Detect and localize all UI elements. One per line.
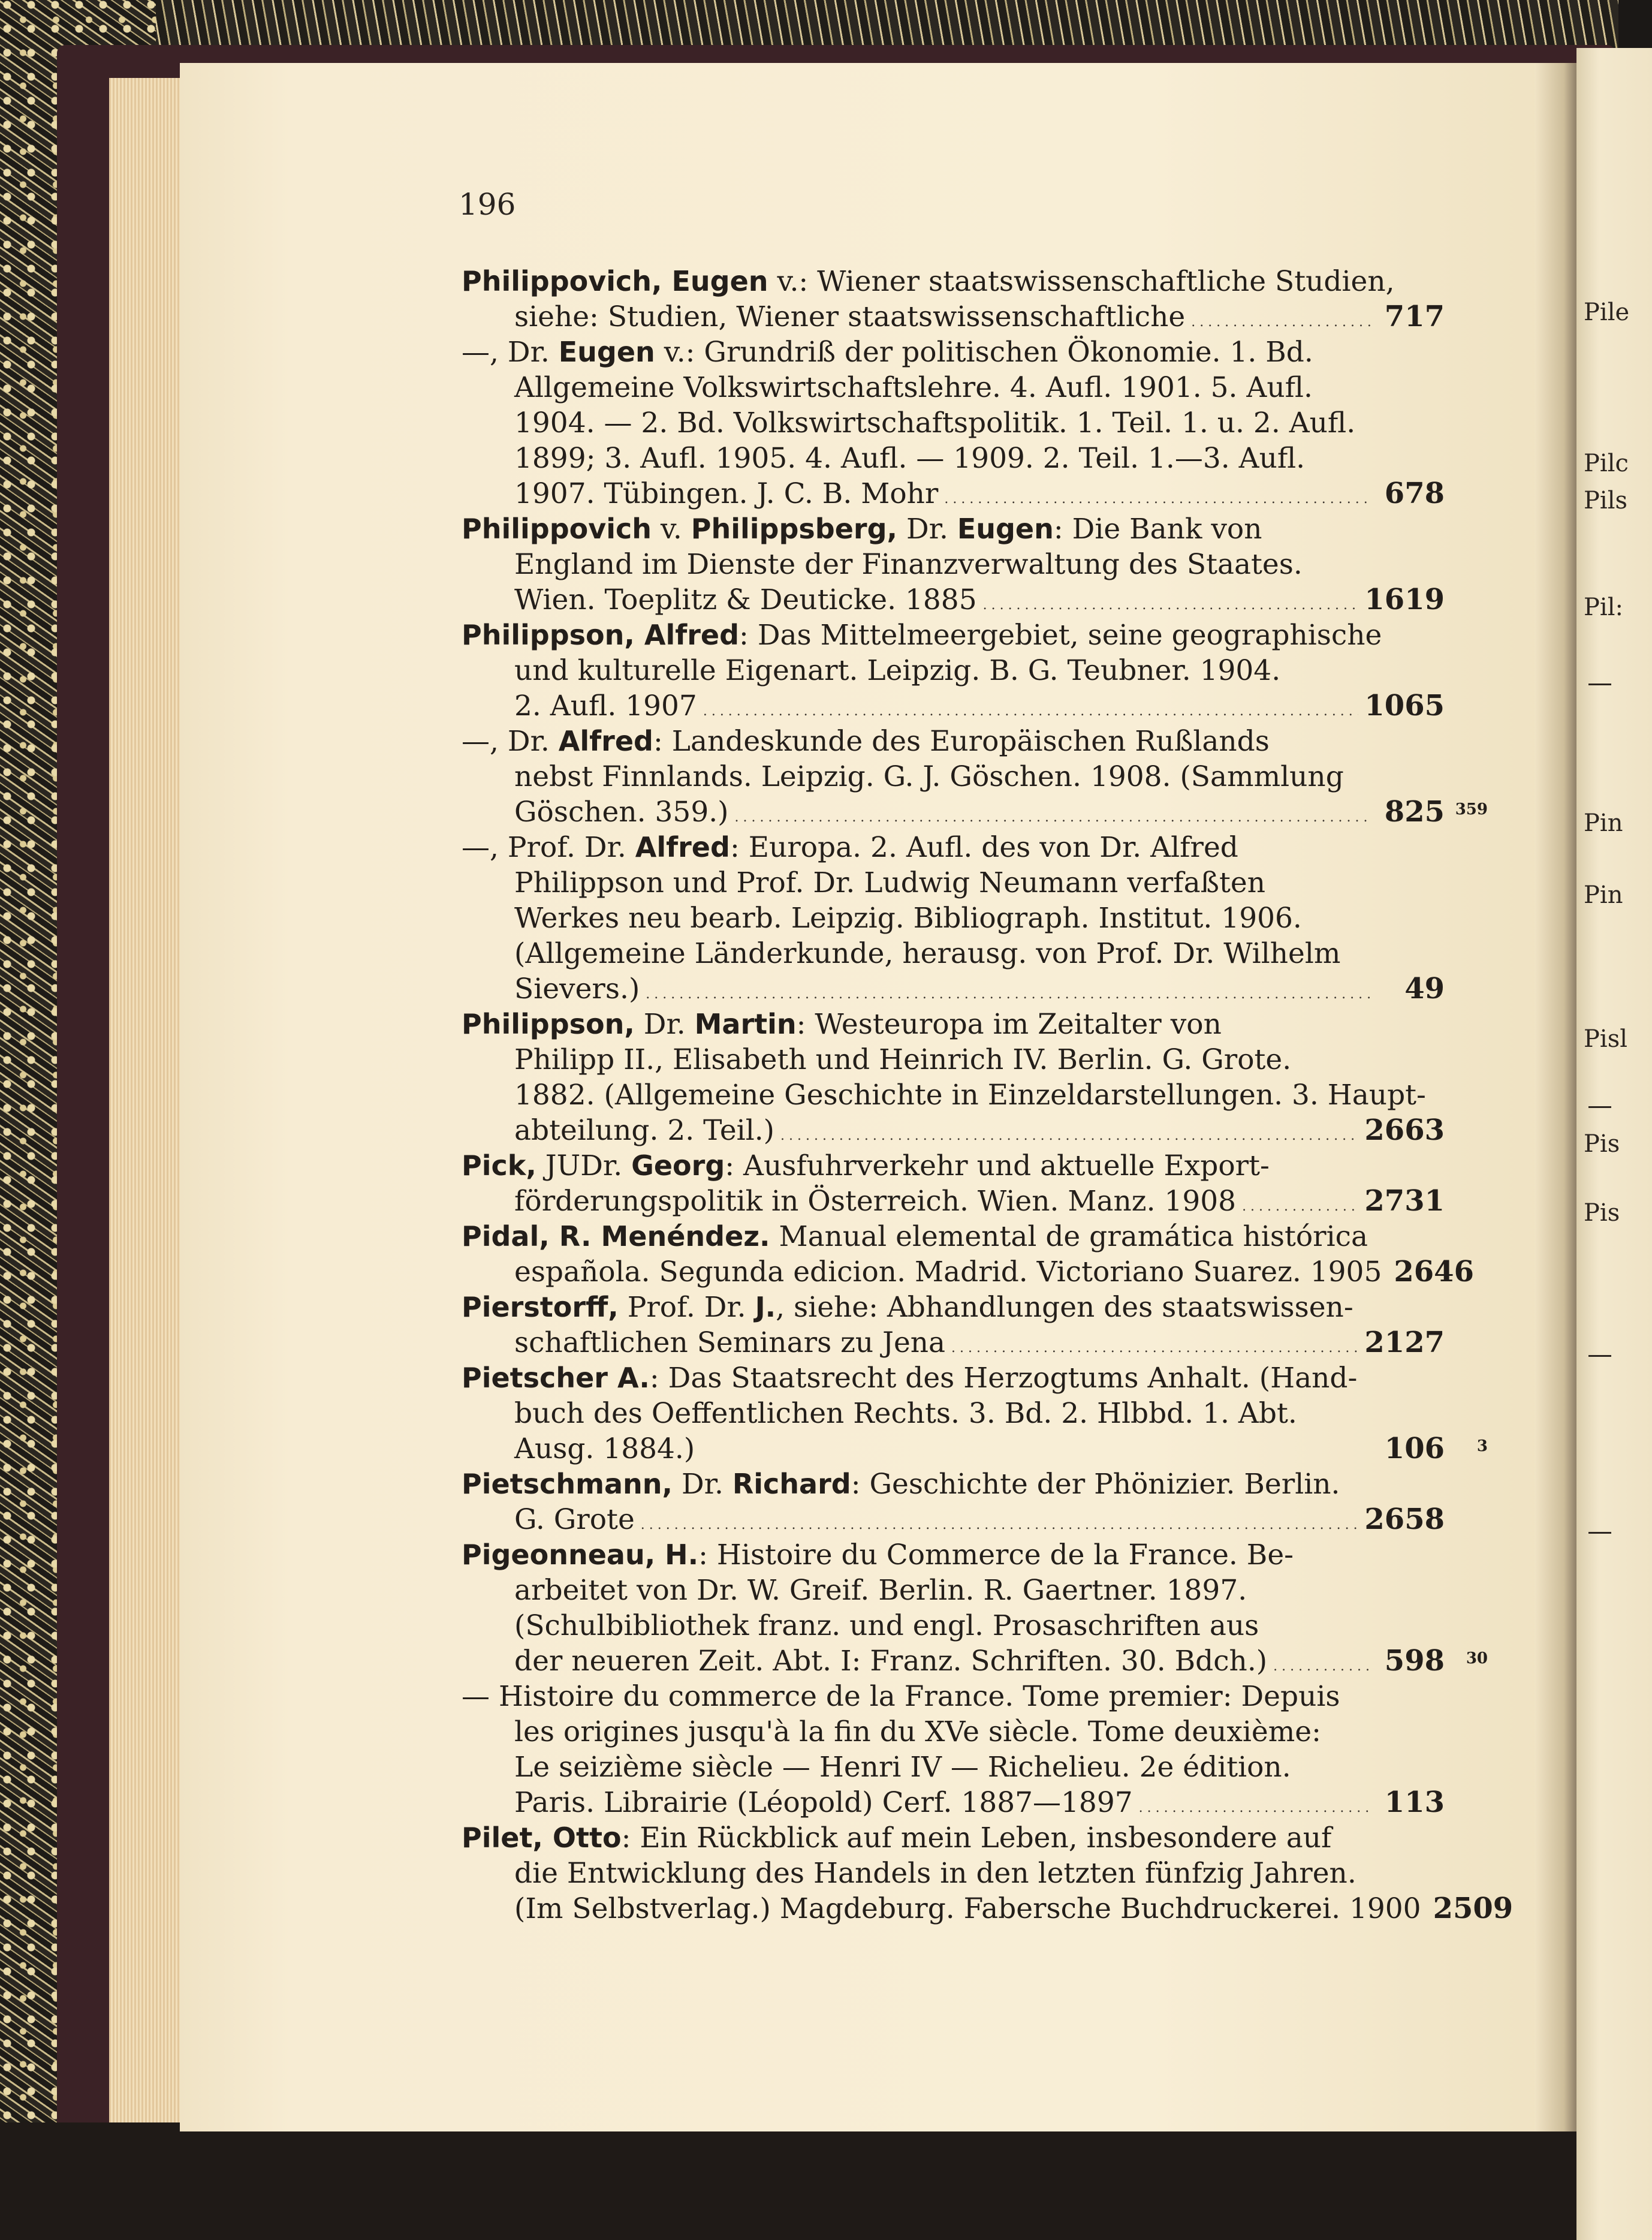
entry-heading-text [462, 1360, 1357, 1396]
bibliography-entry [462, 1148, 1445, 1219]
entry-line [462, 1467, 1445, 1502]
author-name: Philippson, [462, 1008, 635, 1040]
catalog-suffix: 30 [1466, 1649, 1488, 1667]
entry-line [462, 936, 1445, 971]
entry-heading-text [462, 724, 1270, 759]
page-number: 196 [459, 187, 516, 222]
entry-heading-text [462, 1679, 1340, 1714]
facing-page-dash [1588, 1355, 1611, 1357]
bibliography-entry [462, 724, 1488, 830]
author-name: Pietschmann, [462, 1468, 673, 1500]
leader-dots [944, 476, 1371, 517]
leader-dots [703, 688, 1359, 729]
entry-heading-text [462, 1290, 1353, 1325]
catalog-number: 2646 [1394, 1255, 1474, 1288]
catalog-suffix: 3 [1476, 1437, 1488, 1455]
catalog-number: 113 [1384, 1786, 1445, 1819]
bibliography-entry [462, 1537, 1488, 1679]
leader-dots [735, 794, 1371, 835]
entry-text: der neueren Zeit. Abt. I: Franz. Schriften. 30. Bdch.) [514, 1645, 1268, 1678]
entry-line [462, 1007, 1445, 1042]
author-name: Pietscher A. [462, 1362, 650, 1394]
facing-page-edge [1576, 48, 1652, 2240]
entry-text: siehe: Studien, Wiener staatswissenschaftliche [514, 300, 1186, 333]
entry-line [462, 1856, 1445, 1891]
entry-text: Le seizième siècle — Henri IV — Richelieu. 2e édition. [514, 1751, 1291, 1784]
facing-page-word: Pil: [1584, 594, 1623, 621]
author-name: Pigeonneau, H. [462, 1539, 699, 1571]
entry-text: v.: Grundriß der politischen Ökonomie. 1. Bd. [655, 336, 1313, 369]
author-name: Eugen [558, 336, 655, 368]
entry-line [462, 1077, 1445, 1113]
cover-bottom [0, 2122, 1594, 2240]
leader-dots [1139, 1785, 1371, 1826]
entry-text: Göschen. 359.) [514, 796, 729, 829]
entry-heading-text [462, 335, 1313, 370]
entry-text: Sievers.) [514, 973, 640, 1005]
entry-text: Dr. [897, 513, 957, 546]
entry-text: v.: Wiener staatswissenschaftliche Studien, [768, 265, 1395, 298]
entry-text: Prof. Dr. [618, 1291, 755, 1324]
bibliography-entry [462, 335, 1445, 511]
leader-dots [780, 1113, 1358, 1154]
catalog-number: 825 359 [1377, 794, 1445, 830]
entry-text: Wien. Toeplitz & Deuticke. 1885 [514, 583, 977, 616]
entry-line [462, 264, 1445, 299]
entry-text: : Europa. 2. Aufl. des von Dr. Alfred [729, 831, 1238, 864]
author-name: Philippovich, Eugen [462, 265, 768, 297]
bibliography-entry [462, 1820, 1514, 1926]
entry-text: die Entwicklung des Handels in den letzten fünfzig Jahren. [514, 1857, 1356, 1890]
entry-line [462, 1184, 1445, 1219]
entry-text: : Histoire du Commerce de la France. Be- [698, 1539, 1294, 1571]
entry-heading-text [462, 511, 1262, 547]
entry-line [462, 865, 1445, 901]
entry-text: —, Dr. [462, 725, 559, 758]
author-name: Alfred [635, 831, 730, 863]
entry-text: : Geschichte der Phönizier. Berlin. [851, 1468, 1340, 1501]
entry-line [462, 830, 1445, 865]
entry-heading-text [462, 1820, 1331, 1856]
entry-line [462, 476, 1445, 511]
entry-text: Dr. [634, 1008, 695, 1041]
entry-line [462, 759, 1445, 794]
catalog-number: 2731 [1364, 1184, 1445, 1218]
entry-text: española. Segunda edicion. Madrid. Victoriano Suarez. 1905 [514, 1256, 1382, 1288]
entry-text: Philipp II., Elisabeth und Heinrich IV. Berlin. G. Grote. [514, 1043, 1292, 1076]
entry-text: förderungspolitik in Österreich. Wien. Manz. 1908 [514, 1185, 1237, 1218]
facing-page-word: Pils [1584, 487, 1628, 514]
entry-text: : Ein Rückblick auf mein Leben, insbesondere auf [621, 1821, 1332, 1854]
entry-text: : Die Bank von [1053, 513, 1262, 546]
entry-text: Paris. Librairie (Léopold) Cerf. 1887—1897 [514, 1786, 1133, 1819]
bibliography-entry [462, 618, 1445, 724]
entry-line [462, 1679, 1445, 1714]
facing-page-dash [1588, 684, 1611, 685]
catalog-number: 678 [1384, 477, 1445, 510]
entry-line [462, 901, 1445, 936]
entry-text: : Landeskunde des Europäischen Rußlands [653, 725, 1270, 758]
entry-heading-text [462, 1219, 1368, 1254]
entry-text: (Schulbibliothek franz. und engl. Prosaschriften aus [514, 1609, 1259, 1642]
bibliography-entry [462, 511, 1445, 618]
entry-text: (Allgemeine Länderkunde, herausg. von Prof. Dr. Wilhelm [514, 937, 1341, 970]
facing-page-word: Pilc [1584, 450, 1629, 477]
leader-dots [646, 971, 1371, 1012]
bibliography-entry [462, 1679, 1445, 1820]
facing-page-word: Pile [1584, 299, 1630, 326]
entry-line [462, 299, 1445, 335]
bibliography-entry [462, 264, 1445, 335]
entry-line [462, 653, 1445, 688]
catalog-number: 598 30 [1377, 1643, 1445, 1679]
author-name: Philippsberg, [691, 513, 898, 545]
bibliography-entry [462, 830, 1445, 1007]
entry-line [462, 1396, 1445, 1431]
catalog-number: 2509 [1433, 1892, 1514, 1925]
entry-line [462, 405, 1445, 441]
catalog-suffix: 359 [1455, 800, 1488, 818]
author-name: Eugen [957, 513, 1054, 545]
facing-page-word: Pisl [1584, 1025, 1628, 1053]
leader-dots [641, 1502, 1359, 1543]
entry-text: : Westeuropa im Zeitalter von [796, 1008, 1222, 1041]
entry-text: England im Dienste der Finanzverwaltung des Staates. [514, 548, 1303, 581]
facing-page-dash [1588, 1106, 1611, 1108]
entry-line [462, 1891, 1514, 1926]
entry-line [462, 547, 1445, 582]
entry-line [462, 794, 1488, 830]
entry-text: Dr. [673, 1468, 732, 1501]
entry-text: 1882. (Allgemeine Geschichte in Einzeldarstellungen. 3. Haupt- [514, 1079, 1426, 1112]
entry-text: — Histoire du commerce de la France. Tome premier: Depuis [462, 1680, 1340, 1713]
entry-heading-text [462, 1537, 1294, 1573]
entry-line [462, 370, 1445, 405]
bibliography-entry [462, 1219, 1474, 1290]
entry-text: Ausg. 1884.) [514, 1432, 695, 1465]
entry-line [462, 441, 1445, 476]
entry-text: les origines jusqu'à la fin du XVe siècle. Tome deuxième: [514, 1715, 1321, 1748]
entry-line [462, 1573, 1445, 1608]
entry-text: (Im Selbstverlag.) Magdeburg. Fabersche Buchdruckerei. 1900 [514, 1892, 1421, 1925]
entry-line [462, 1254, 1474, 1290]
bibliography-entry [462, 1360, 1488, 1467]
entry-text: 1907. Tübingen. J. C. B. Mohr [514, 477, 939, 510]
entry-text: v. [652, 513, 691, 546]
catalog-number: 2663 [1364, 1113, 1445, 1147]
author-name: Alfred [558, 725, 653, 757]
entry-line [462, 582, 1445, 618]
entry-heading-text [462, 1467, 1340, 1502]
entry-text: Werkes neu bearb. Leipzig. Bibliograph. Institut. 1906. [514, 902, 1302, 935]
entry-line [462, 1608, 1445, 1643]
catalog-number: 1065 [1364, 689, 1445, 722]
facing-page-dash [1588, 1532, 1611, 1534]
bibliography-entries [462, 264, 1514, 1926]
entry-line [462, 1785, 1445, 1820]
catalog-number: 2127 [1364, 1326, 1445, 1359]
entry-text: 1904. — 2. Bd. Volkswirtschaftspolitik. 1. Teil. 1. u. 2. Aufl. [514, 407, 1356, 439]
entry-text: : Das Mittelmeergebiet, seine geographische [739, 619, 1382, 652]
entry-text: 1899; 3. Aufl. 1905. 4. Aufl. — 1909. 2. Teil. 1.—3. Aufl. [514, 442, 1306, 475]
entry-text: : Ausfuhrverkehr und aktuelle Export- [725, 1149, 1270, 1182]
entry-line [462, 1042, 1445, 1077]
author-name: Pierstorff, [462, 1291, 619, 1323]
entry-line [462, 511, 1445, 547]
entry-line [462, 1113, 1445, 1148]
author-name: Philippovich [462, 513, 652, 545]
catalog-number: 106 3 [1377, 1431, 1445, 1467]
entry-line [462, 1290, 1445, 1325]
entry-line [462, 1360, 1445, 1396]
entry-text: JUDr. [536, 1149, 632, 1182]
leader-dots [1191, 299, 1371, 340]
entry-text: und kulturelle Eigenart. Leipzig. B. G. Teubner. 1904. [514, 654, 1281, 687]
entry-text: , siehe: Abhandlungen des staatswissen- [776, 1291, 1353, 1324]
entry-text: —, Dr. [462, 336, 559, 369]
entry-text: : Das Staatsrecht des Herzogtums Anhalt. (Hand- [649, 1362, 1358, 1395]
entry-line [462, 1148, 1445, 1184]
entry-heading-text [462, 1148, 1270, 1184]
entry-text: G. Grote [514, 1503, 635, 1536]
leader-dots [951, 1325, 1358, 1366]
entry-heading-text [462, 1007, 1222, 1042]
bibliography-entry [462, 1467, 1445, 1537]
facing-page-word: Pis [1584, 1130, 1620, 1158]
entry-line [462, 1502, 1445, 1537]
author-name: Richard [732, 1468, 851, 1500]
entry-line [462, 1537, 1445, 1573]
entry-line [462, 688, 1445, 724]
entry-text: —, Prof. Dr. [462, 831, 635, 864]
author-name: Martin [694, 1008, 797, 1040]
author-name: J. [755, 1291, 776, 1323]
facing-page-word: Pis [1584, 1199, 1620, 1227]
entry-heading-text [462, 618, 1382, 653]
entry-heading-text [462, 264, 1395, 299]
entry-text: nebst Finnlands. Leipzig. G. J. Göschen. 1908. (Sammlung [514, 760, 1344, 793]
entry-line [462, 1714, 1445, 1750]
entry-line [462, 1643, 1488, 1679]
entry-line [462, 1431, 1488, 1467]
author-name: Pidal, R. Menéndez. [462, 1220, 770, 1253]
leader-dots [1242, 1184, 1358, 1224]
entry-line [462, 1750, 1445, 1785]
entry-text: Manual elemental de gramática histórica [770, 1220, 1368, 1253]
entry-text: 2. Aufl. 1907 [514, 690, 697, 722]
author-name: Pilet, Otto [462, 1821, 622, 1854]
author-name: Philippson, Alfred [462, 619, 740, 651]
entry-line [462, 1325, 1445, 1360]
entry-text: Philippson und Prof. Dr. Ludwig Neumann verfaßten [514, 866, 1265, 899]
catalog-number: 717 [1384, 300, 1445, 333]
entry-text: abteilung. 2. Teil.) [514, 1114, 775, 1147]
entry-line [462, 724, 1445, 759]
author-name: Pick, [462, 1149, 536, 1182]
bibliography-entry [462, 1007, 1445, 1148]
page-gutter [1535, 63, 1576, 2131]
entry-line [462, 1219, 1445, 1254]
entry-text: buch des Oeffentlichen Rechts. 3. Bd. 2. Hlbbd. 1. Abt. [514, 1397, 1297, 1430]
entry-heading-text [462, 830, 1238, 865]
bibliography-entry [462, 1290, 1445, 1360]
catalog-number: 2658 [1364, 1503, 1445, 1536]
entry-text: schaftlichen Seminars zu Jena [514, 1326, 946, 1359]
entry-line [462, 618, 1445, 653]
catalog-number: 1619 [1364, 583, 1445, 616]
entry-line [462, 1820, 1445, 1856]
leader-dots [983, 582, 1359, 623]
leader-dots [1273, 1643, 1371, 1684]
entry-text: arbeitet von Dr. W. Greif. Berlin. R. Gaertner. 1897. [514, 1574, 1247, 1607]
entry-text: Allgemeine Volkswirtschaftslehre. 4. Aufl. 1901. 5. Aufl. [514, 371, 1313, 404]
entry-line [462, 971, 1445, 1007]
facing-page-word: Pin [1584, 881, 1623, 909]
facing-page-word: Pin [1584, 809, 1623, 837]
author-name: Georg [631, 1149, 725, 1182]
catalog-number: 49 [1404, 972, 1445, 1005]
entry-line [462, 335, 1445, 370]
